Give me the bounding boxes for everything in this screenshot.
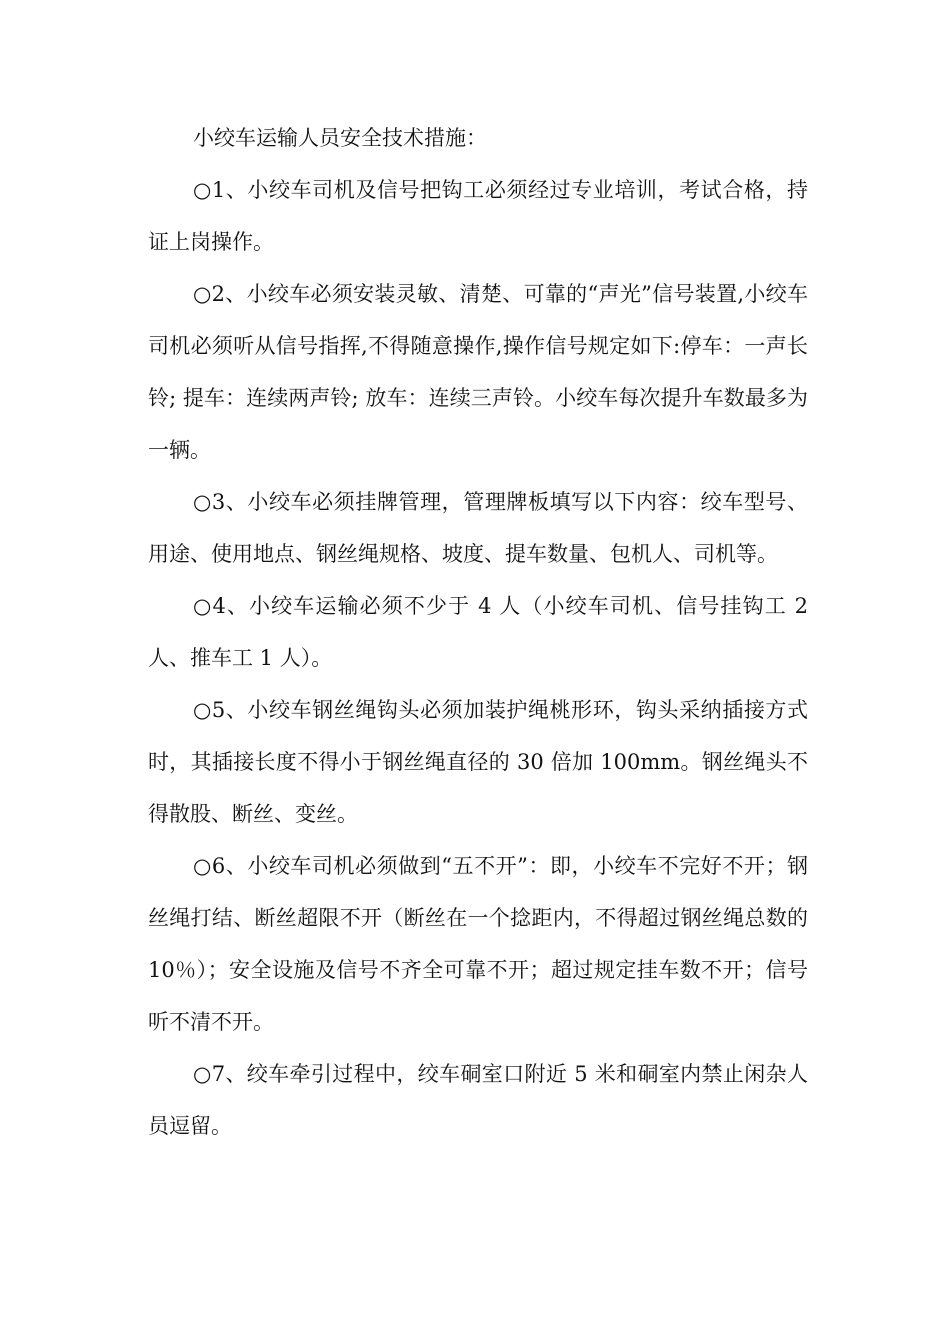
measure-item-1: ○1、小绞车司机及信号把钩工必须经过专业培训，考试合格，持证上岗操作。	[148, 178, 808, 254]
measure-item-6: ○6、小绞车司机必须做到“五不开”：即，小绞车不完好不开；钢丝绳打结、断丝超限不开（断丝在一个捻距内，不得超过钢丝绳总数的 10％）；安全设施及信号不齐全可靠不开；超过规定挂车数不开；信号听不清不开。	[148, 854, 808, 1034]
measure-item-7: ○7、绞车牵引过程中，绞车硐室口附近 5 米和硐室内禁止闲杂人员逗留。	[148, 1062, 808, 1138]
document-body	[148, 112, 808, 1152]
measure-item-2: ○2、小绞车必须安装灵敏、清楚、可靠的“声光”信号装置,小绞车司机必须听从信号指挥,不得随意操作,操作信号规定如下:停车：一声长铃; 提车：连续两声铃; 放车：连续三声铃。小绞车每次提升车数最多为一辆。	[148, 282, 808, 462]
measure-item-3: ○3、小绞车必须挂牌管理，管理牌板填写以下内容：绞车型号、用途、使用地点、钢丝绳规格、坡度、提车数量、包机人、司机等。	[148, 490, 808, 566]
measure-item-5: ○5、小绞车钢丝绳钩头必须加装护绳桃形环，钩头采纳插接方式时，其插接长度不得小于钢丝绳直径的 30 倍加 100mm。钢丝绳头不得散股、断丝、变丝。	[148, 698, 808, 826]
measure-item-4: ○4、小绞车运输必须不少于 4 人（小绞车司机、信号挂钩工 2 人、推车工 1 人）。	[148, 594, 808, 670]
document-title: 小绞车运输人员安全技术措施：	[193, 126, 487, 150]
